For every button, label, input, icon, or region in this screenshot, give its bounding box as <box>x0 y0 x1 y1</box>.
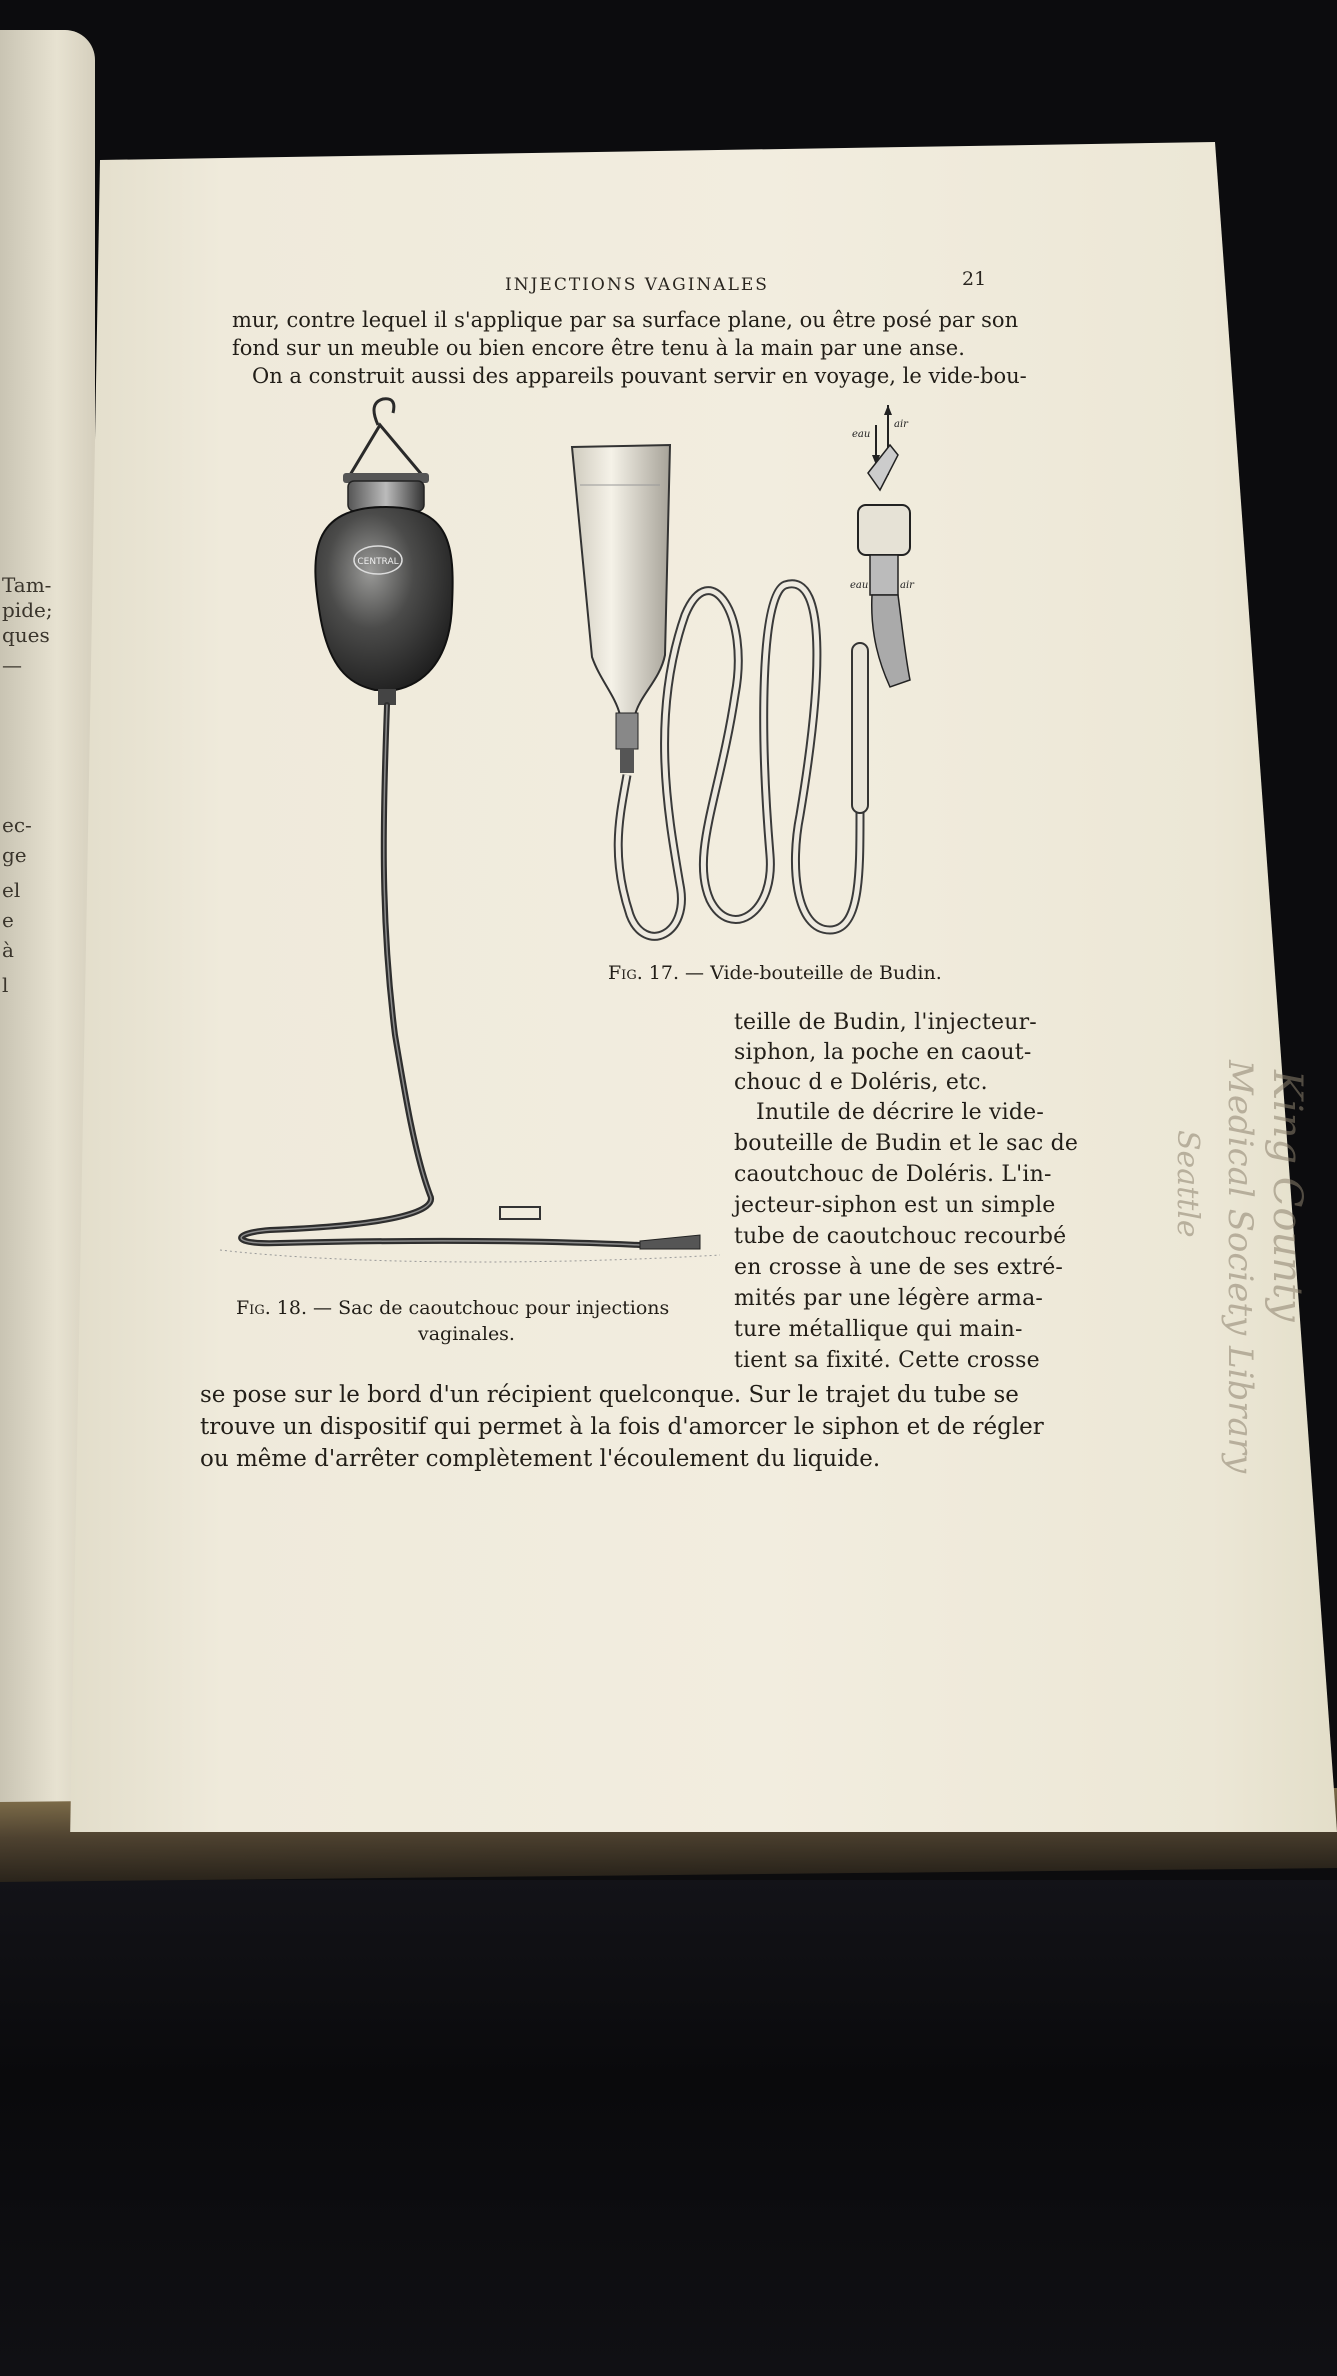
stamp-line: King County <box>1264 1070 1310 1322</box>
text-line: Inutile de décrire le vide- <box>756 1100 1045 1125</box>
text-line: On a construit aussi des appareils pouvant servir en voyage, le vide-bou- <box>252 364 1027 388</box>
text-line: mités par une légère arma- <box>734 1286 1044 1311</box>
text-line: en crosse à une de ses extré- <box>734 1255 1064 1280</box>
figure-17-illustration <box>560 395 940 955</box>
left-page-text: e <box>2 908 14 932</box>
text-line: trouve un dispositif qui permet à la fois d'amorcer le siphon et de régler <box>200 1414 1044 1440</box>
black-cloth-surface <box>0 1880 1337 2376</box>
left-page-text: — <box>2 653 22 677</box>
figure-18-label: Fig. 18. <box>236 1297 307 1319</box>
text-line: tube de caoutchouc recourbé <box>734 1224 1067 1249</box>
text-line: mur, contre lequel il s'applique par sa surface plane, ou être posé par son <box>232 308 1019 332</box>
text-line: caoutchouc de Doléris. L'in- <box>734 1162 1052 1187</box>
figure-18-caption-text: — Sac de caoutchouc pour injections <box>307 1297 670 1319</box>
page-number: 21 <box>962 268 987 290</box>
fig17-eau-label: eau <box>850 580 869 591</box>
stamp-line: Seattle <box>1170 1130 1205 1238</box>
figure-18-caption <box>236 1297 669 1319</box>
text-line: se pose sur le bord d'un récipient quelconque. Sur le trajet du tube se <box>200 1382 1019 1408</box>
text-line: tient sa fixité. Cette crosse <box>734 1348 1040 1373</box>
left-page-text: ec- <box>2 813 32 837</box>
fig17-air-label: air <box>900 580 914 591</box>
left-page-text: el <box>2 878 21 902</box>
figure-17-caption-text: — Vide-bouteille de Budin. <box>679 962 942 984</box>
text-line: ou même d'arrêter complètement l'écoulement du liquide. <box>200 1446 881 1472</box>
text-line: jecteur-siphon est un simple <box>734 1193 1056 1218</box>
figure-18-caption-line2: vaginales. <box>418 1323 515 1345</box>
text-line: ture métallique qui main- <box>734 1317 1023 1342</box>
left-page-text: l <box>2 973 9 997</box>
left-page-text: ques <box>2 623 50 647</box>
figure-17-label: Fig. 17. <box>608 962 679 984</box>
engraved-label: CENTRAL <box>357 557 399 567</box>
library-stamp <box>1110 1060 1330 1480</box>
left-page-text: pide; <box>2 598 53 622</box>
left-page-text: ge <box>2 843 27 867</box>
text-line: fond sur un meuble ou bien encore être tenu à la main par une anse. <box>232 336 965 360</box>
fig17-eau-label: eau <box>852 429 871 440</box>
figure-17-caption <box>608 962 942 984</box>
text-line: bouteille de Budin et le sac de <box>734 1131 1079 1156</box>
text-line: teille de Budin, l'injecteur- <box>734 1010 1037 1035</box>
stamp-line: Medical Society Library <box>1220 1060 1260 1474</box>
text-line: siphon, la poche en caout- <box>734 1040 1032 1065</box>
left-page-text: à <box>2 938 14 962</box>
left-page-text: Tam- <box>2 573 52 597</box>
running-head: INJECTIONS VAGINALES <box>505 275 769 295</box>
text-line: chouc d e Doléris, etc. <box>734 1070 988 1095</box>
fig17-air-label: air <box>894 419 908 430</box>
